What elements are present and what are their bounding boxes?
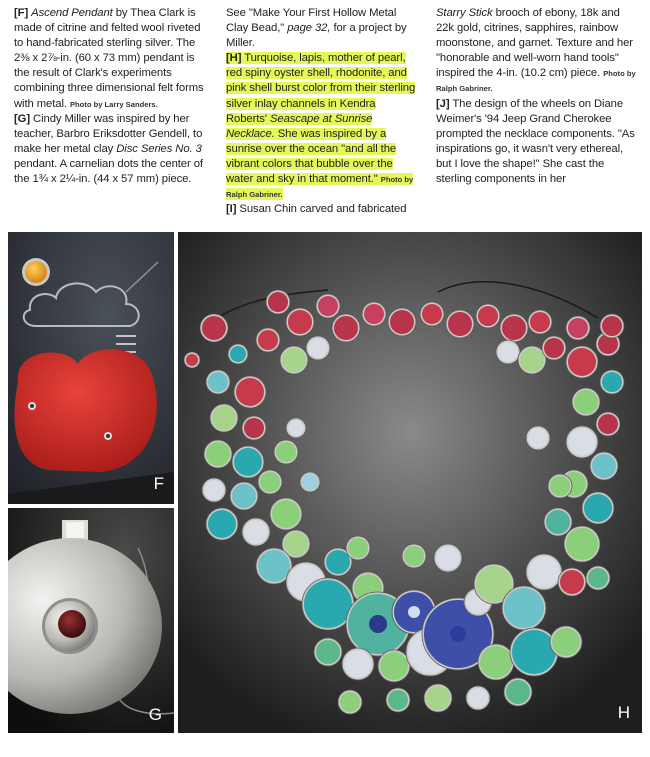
necklace-disc-inlay [260,472,280,492]
necklace-disc-inlay [276,442,296,462]
photo-h-seascape-necklace [178,232,642,733]
photo-credit-i: Photo by Ralph Gabriner. [436,69,636,94]
label-g: [G] [14,112,31,125]
necklace-disc-inlay [468,688,488,708]
photo-g-image [8,508,174,733]
necklace-disc-inlay [512,630,556,674]
photo-g-letter: G [148,705,162,724]
necklace-disc-inlay [340,692,360,712]
necklace-disc-inlay [602,316,622,336]
title-ascend-pendant: Ascend Pendant [31,7,113,19]
necklace-disc-inlay [380,652,408,680]
title-starry-stick: Starry Stick [436,7,493,19]
necklace-disc-inlay [208,372,228,392]
necklace-disc-inlay [204,480,224,500]
necklace-disc-inlay [304,580,352,628]
necklace-disc-inlay [302,474,318,490]
necklace-disc-inlay [568,428,596,456]
necklace-disc-inlay [364,304,384,324]
title-disc-series: Disc Series No. 3 [116,142,202,155]
necklace-disc-inlay [602,372,622,392]
necklace-disc-inlay [426,686,450,710]
necklace-disc-inlay [588,568,608,588]
necklace-inner-disc [408,606,420,618]
necklace-disc-inlay [546,510,570,534]
text-g-body: pendant. A carnelian dots the center of the 1¾ x 2¼-in. (44 x 57 mm) piece. [14,157,203,186]
photo-h-letter: H [617,703,630,722]
necklace-disc-inlay [258,330,278,350]
necklace-disc-inlay [480,646,512,678]
title-seascape: Seascape at Sunrise Necklace. [226,112,373,140]
necklace-disc-inlay [436,546,460,570]
label-i: [I] [226,203,237,216]
photo-f-ascend-pendant [8,232,174,504]
necklace-disc-inlay [344,650,372,678]
necklace-disc-inlay [566,528,598,560]
necklace-disc-inlay [348,538,368,558]
necklace-inner-disc [450,626,466,642]
necklace-disc-inlay [404,546,424,566]
necklace-disc-inlay [316,640,340,664]
text-g-pre: Cindy Miller was inspired by her teacher, Barbro Eriksdotter Gendell, to make her metal clay [14,112,203,155]
intro-pre: See "Make Your First Hollow Metal Clay Bead," [226,7,397,35]
necklace-disc-inlay [326,550,350,574]
text-h-pre: Turquoise, lapis, mother of pearl, red spiny oyster shell, rhodonite, and pink shell burst color from their sterling silver inlay channels in Kendra Roberts' [226,52,416,125]
text-column-right [436,6,636,187]
necklace-disc-inlay [552,628,580,656]
necklace-disc-inlay [530,312,550,332]
necklace-disc-inlay [550,476,570,496]
intro-post: for a project by Miller. [226,22,407,50]
text-i-body: brooch of ebony, 18k and 22k gold, citrines, sapphires, rainbow moonstone, and garnet. Texture and her "honorable and well-worn hand tools" inspired the 4-in. (10.2 cm) piece. [436,7,633,80]
necklace-disc-inlay [308,338,328,358]
necklace-disc-inlay [232,484,256,508]
necklace-disc-inlay [272,500,300,528]
photo-f-image [8,232,174,504]
necklace-disc-inlay [560,570,584,594]
intro-page-ref: page 32, [287,22,331,35]
text-h-body: She was inspired by a sunrise over the ocean "and all the vibrant colors that bubble over the water and sky in that moment." [226,127,397,186]
necklace-disc-inlay [544,338,564,358]
label-j: [J] [436,97,450,110]
text-column-middle [226,6,416,217]
photo-credit-h: Photo by Ralph Gabriner. [226,175,414,200]
necklace-disc-inlay [284,532,308,556]
necklace-disc-inlay [502,316,526,340]
necklace-disc-inlay [186,354,198,366]
necklace-disc-inlay [206,442,230,466]
necklace-disc-inlay [244,418,264,438]
paragraph-h [226,51,416,202]
necklace-disc-inlay [202,316,226,340]
necklace-disc-inlay [520,348,544,372]
necklace-disc-inlay [236,378,264,406]
necklace-disc-inlay [422,304,442,324]
necklace-disc-inlay [506,680,530,704]
necklace-disc-inlay [334,316,358,340]
necklace-disc-inlay [244,520,268,544]
necklace-disc-inlay [592,454,616,478]
necklace-disc-inlay [318,296,338,316]
photo-f-letter: F [153,474,164,493]
necklace-disc-inlay [498,342,518,362]
necklace-disc-inlay [448,312,472,336]
necklace-inner-disc [369,615,387,633]
paragraph-intro [226,6,416,51]
necklace-disc-inlay [568,348,596,376]
text-i-start: Susan Chin carved and fabricated [236,203,407,216]
necklace-disc-inlay [288,310,312,334]
necklace-disc-inlay [212,406,236,430]
label-f: [F] [14,7,29,19]
necklace-disc-inlay [282,348,306,372]
paragraph-i-continued [436,6,636,97]
paragraph-f [14,6,206,112]
paragraph-i-start [226,202,416,217]
necklace-disc-inlay [574,390,598,414]
paragraph-j [436,97,636,188]
photo-credit-f: Photo by Larry Sanders. [69,99,158,109]
necklace-disc-inlay [584,494,612,522]
label-h: [H] [226,52,242,65]
necklace-disc-inlay [504,588,544,628]
necklace-disc-inlay [268,292,288,312]
paragraph-g [14,112,206,187]
necklace-disc-inlay [528,428,548,448]
text-j-body: The design of the wheels on Diane Weimer's '94 Jeep Grand Cherokee prompted the necklace components. "As inspirations go, it wasn't very ethereal, but I love the shape!" She cast the sterling components in her [436,97,635,186]
necklace-disc-inlay [528,556,560,588]
text-f-body: by Thea Clark is made of citrine and felted wool riveted to hand-fabricated sterling silver. The 2⅜ x 2⅞-in. (60 x 73 mm) pendant is the result of Clark's experiments combining three dimensional felt forms with metal. [14,7,204,110]
necklace-disc-inlay [390,310,414,334]
necklace-disc-inlay [208,510,236,538]
necklace-disc-inlay [230,346,246,362]
photo-g-disc-series [8,508,174,733]
necklace-disc-inlay [258,550,290,582]
necklace-disc-inlay [598,414,618,434]
photo-h-image [178,232,642,733]
necklace-disc-inlay [478,306,498,326]
necklace-disc-inlay [388,690,408,710]
necklace-disc-inlay [234,448,262,476]
text-column-left [14,6,206,187]
necklace-disc-inlay [288,420,304,436]
necklace-disc-inlay [568,318,588,338]
